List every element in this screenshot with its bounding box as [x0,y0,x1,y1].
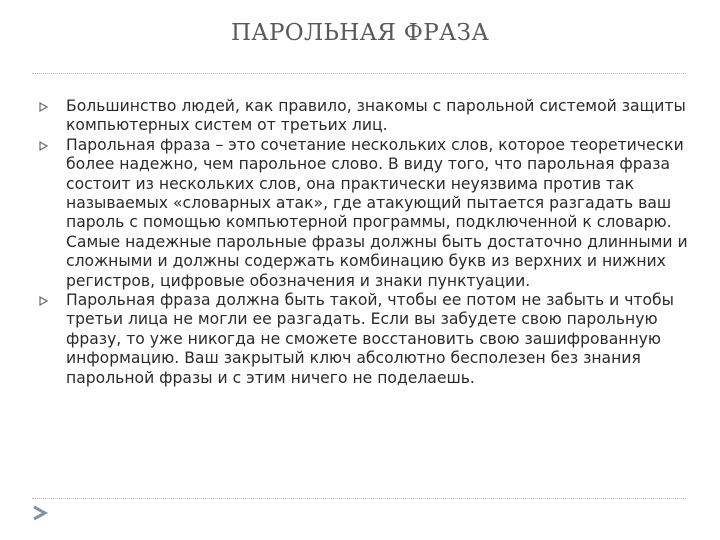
bullet-arrow-icon [39,296,48,306]
bullet-arrow-icon [39,102,48,112]
bullet-text: Парольная фраза должна быть такой, чтобы ее потом не забыть и чтобы третьи лица не могли ее разгадать. Если вы забудете свою парольную фразу, то уже никогда не сможете восстановить свою зашифрованную информацию. Ваш закрытый ключ абсолютно бесполезен без знания парольной фразы и с этим ничего не поделаешь. [66,291,674,387]
corner-chevron-icon [30,503,50,523]
top-divider [32,73,686,74]
bullet-text: Парольная фраза – это сочетание нескольких слов, которое теоретически более надежно, чем парольное слово. В виду того, что парольная фраза состоит из нескольких слов, она практически неуязвима против так называемых «словарных атак», где атакующий пытается разгадать ваш пароль с помощью компьютерной программы, подключенной к словарю. Самые надежные парольные фразы должны быть достаточно длинными и сложными и должны содержать комбинацию букв из верхних и нижних регистров, цифровые обозначения и знаки пунктуации. [66,135,688,290]
bullet-item [39,97,689,136]
bullet-item [39,136,689,291]
bullet-text: Большинство людей, как правило, знакомы с парольной системой защиты компьютерных систем от третьих лиц. [66,97,686,135]
bullet-arrow-icon [39,141,48,151]
bullet-list [39,97,689,388]
bullet-item [39,291,689,388]
slide-title: ПАРОЛЬНАЯ ФРАЗА [230,20,490,46]
bottom-divider [32,498,686,499]
